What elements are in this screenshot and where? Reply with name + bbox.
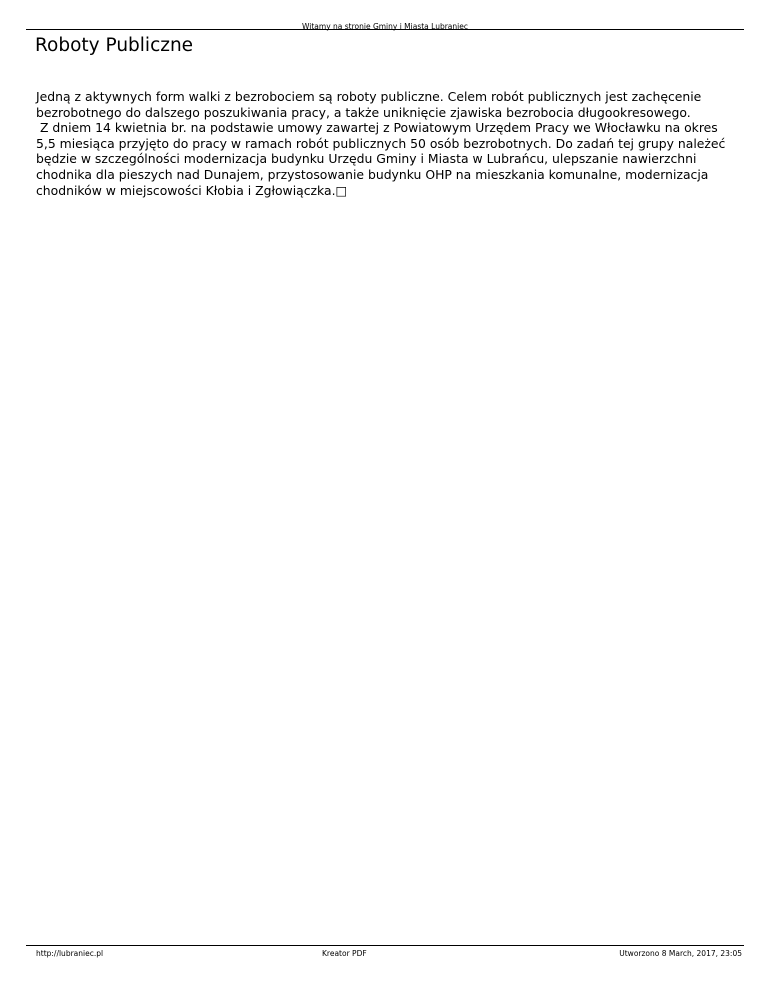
footer-generator: Kreator PDF <box>322 949 367 958</box>
page-header <box>26 14 744 30</box>
footer-url[interactable]: http://lubraniec.pl <box>36 949 104 958</box>
article-paragraph: Jedną z aktywnych form walki z bezrobociem są roboty publiczne. Celem robót publicznych jest zachęcenie bezrobotnego do dalszego poszukiwania pracy, a także uniknięcie zjawiska bezrobocia długookresowego. <box>36 89 702 120</box>
footer-created-date: Utworzono 8 March, 2017, 23:05 <box>619 949 742 958</box>
article-title: Roboty Publiczne <box>35 35 194 56</box>
article-paragraph: Z dniem 14 kwietnia br. na podstawie umowy zawartej z Powiatowym Urzędem Pracy we Włocławku na okres 5,5 miesiąca przyjęto do pracy w ramach robót publicznych 50 osób bezrobotnych. Do zadań tej grupy należeć będzie w szczególności modernizacja budynku Urzędu Gminy i Miasta w Lubrańcu, ulepszanie nawierzchni chodnika dla pieszych nad Dunajem, przystosowanie budynku OHP na mieszkania komunalne, modernizacja chodników w miejscowości Kłobia i Zgłowiączka.□ <box>36 120 730 198</box>
article-body <box>36 89 741 198</box>
page-footer <box>26 945 744 962</box>
site-title: Witamy na stronie Gminy i Miasta Lubraniec <box>302 22 468 31</box>
